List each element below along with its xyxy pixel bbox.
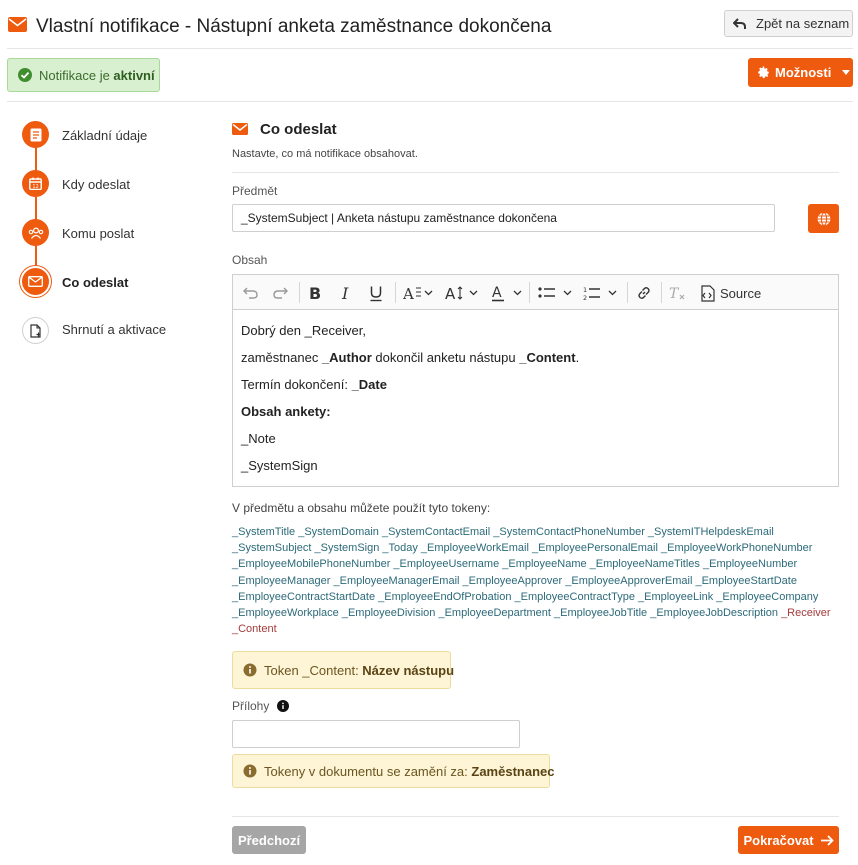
step-2-label[interactable]: Kdy odeslat xyxy=(62,177,130,192)
calendar-icon xyxy=(29,177,42,190)
editor-paragraph xyxy=(241,404,331,419)
envelope-icon xyxy=(8,17,27,32)
document-icon xyxy=(30,128,42,142)
step-1-label[interactable]: Základní údaje xyxy=(62,128,148,143)
tokens-list xyxy=(232,524,844,637)
envelope-icon xyxy=(232,123,248,135)
font-family-icon[interactable] xyxy=(403,282,433,304)
alert-content-prefix: Token _Content: xyxy=(264,662,363,678)
token-group: _EmployeeContractStartDate _EmployeeEndOfProbation _EmployeeContractType _EmployeeLink _EmployeeCompany xyxy=(232,590,819,603)
link-icon[interactable] xyxy=(636,282,652,304)
svg-text:2: 2 xyxy=(583,294,588,301)
editor-text-run: Termín dokončení: xyxy=(241,377,352,392)
editor-text-run: _Date xyxy=(351,377,387,392)
svg-text:A: A xyxy=(445,285,456,301)
source-code-icon xyxy=(699,285,715,302)
divider xyxy=(7,48,853,49)
page-title: Vlastní notifikace - Nástupní anketa zaměstnance dokončena xyxy=(36,16,552,37)
toolbar-separator xyxy=(529,282,530,303)
token-highlighted: _Content xyxy=(232,623,277,636)
undo-icon[interactable] xyxy=(243,282,259,304)
token-highlighted: _Receiver xyxy=(781,607,831,620)
step-5-label[interactable]: Shrnutí a aktivace xyxy=(62,322,167,337)
token-content-alert xyxy=(232,651,455,689)
font-size-icon[interactable] xyxy=(445,282,479,304)
svg-text:T: T xyxy=(669,286,679,301)
toolbar-separator xyxy=(299,282,300,303)
status-prefix: Notifikace je xyxy=(39,67,114,83)
content-label: Obsah xyxy=(232,253,268,267)
continue-button[interactable] xyxy=(738,826,839,854)
toolbar-separator xyxy=(395,282,396,303)
previous-button[interactable]: Předchozí xyxy=(232,826,306,854)
step-3-recipients[interactable] xyxy=(22,219,49,246)
back-to-list-button[interactable] xyxy=(724,10,853,37)
underline-icon[interactable] xyxy=(369,282,383,304)
toolbar-separator xyxy=(661,282,662,303)
editor-text-run: _Author xyxy=(321,350,372,365)
divider xyxy=(232,816,839,817)
check-circle-icon xyxy=(18,68,32,82)
step-4-content[interactable] xyxy=(22,268,49,295)
numbered-list-icon[interactable] xyxy=(583,282,619,304)
arrow-right-icon xyxy=(821,835,834,846)
info-icon[interactable] xyxy=(277,700,289,712)
editor-text-run: zaměstnanec xyxy=(241,350,322,365)
editor-paragraph xyxy=(241,377,387,392)
token-group: _EmployeeManager _EmployeeManagerEmail _EmployeeApprover _EmployeeApproverEmail _EmployeeStartDate xyxy=(232,574,797,587)
subject-input[interactable]: _SystemSubject | Anketa nástupu zaměstnance dokončena xyxy=(232,204,775,232)
font-color-icon[interactable] xyxy=(491,282,525,304)
editor-paragraph xyxy=(241,431,276,446)
editor-paragraph xyxy=(241,323,366,338)
gear-icon xyxy=(757,66,770,79)
editor-text-run: _Note xyxy=(241,431,276,446)
svg-text:A: A xyxy=(403,285,414,301)
italic-icon[interactable] xyxy=(340,282,352,304)
rich-text-editor[interactable] xyxy=(232,274,839,487)
options-label: Možnosti xyxy=(775,65,832,80)
bulleted-list-icon[interactable] xyxy=(538,282,574,304)
source-label: Source xyxy=(720,285,762,301)
tokens-line xyxy=(232,621,844,637)
file-add-icon xyxy=(30,324,42,338)
subject-label: Předmět xyxy=(232,184,278,198)
divider xyxy=(7,101,853,102)
attachments-label-row xyxy=(232,699,289,713)
token-group: _SystemTitle _SystemDomain _SystemContactEmail _SystemContactPhoneNumber _SystemITHelpdeskEmail xyxy=(232,526,774,538)
svg-text:B: B xyxy=(309,285,322,301)
tokens-line xyxy=(232,524,844,540)
svg-text:I: I xyxy=(342,285,349,301)
envelope-icon xyxy=(28,276,43,287)
tokens-line xyxy=(232,540,844,556)
toolbar-separator xyxy=(627,282,628,303)
alert-content-value: Název nástupu xyxy=(362,662,455,678)
back-arrow-icon xyxy=(733,18,747,30)
tokens-line xyxy=(232,605,844,621)
editor-text-run: Obsah ankety: xyxy=(241,404,331,419)
step-3-label[interactable]: Komu poslat xyxy=(62,226,135,241)
token-group: _EmployeeMobilePhoneNumber _EmployeeUsername _EmployeeName _EmployeeNameTitles _EmployeeNumber xyxy=(232,558,798,571)
token-group: _EmployeeWorkplace _EmployeeDivision _EmployeeDepartment _EmployeeJobTitle _EmployeeJobDescription xyxy=(232,607,782,620)
editor-text-run: Dobrý den _Receiver, xyxy=(241,323,367,338)
attachments-label: Přílohy xyxy=(232,699,270,713)
caret-down-icon xyxy=(842,70,850,75)
svg-text:12: 12 xyxy=(32,184,39,190)
editor-text-run: dokončil anketu nástupu xyxy=(371,350,520,365)
step-4-label[interactable]: Co odeslat xyxy=(62,275,129,290)
tokens-line xyxy=(232,556,844,572)
status-value: aktivní xyxy=(113,67,155,83)
divider xyxy=(232,172,839,173)
info-circle-icon xyxy=(243,764,257,778)
section-title: Co odeslat xyxy=(260,121,337,138)
globe-icon xyxy=(817,212,831,226)
editor-text-run: _Content xyxy=(519,350,576,365)
language-button[interactable] xyxy=(808,204,839,233)
editor-text-run: _SystemSign xyxy=(241,458,318,473)
bold-icon[interactable] xyxy=(308,282,322,304)
tokens-line xyxy=(232,573,844,589)
alert-doc-value: Zaměstnanec xyxy=(471,763,555,779)
svg-text:1: 1 xyxy=(583,286,588,294)
options-dropdown-button[interactable] xyxy=(748,58,853,87)
users-icon xyxy=(28,227,44,239)
editor-paragraph xyxy=(241,458,318,473)
section-description: Nastavte, co má notifikace obsahovat. xyxy=(232,148,418,160)
document-tokens-alert xyxy=(232,754,555,788)
token-group: _SystemSubject _SystemSign _Today _EmployeeWorkEmail _EmployeePersonalEmail _EmployeeWorkPhoneNumber xyxy=(232,542,813,555)
attachments-input[interactable] xyxy=(232,720,520,748)
editor-text-run: . xyxy=(575,350,580,365)
editor-paragraph xyxy=(241,350,579,365)
tokens-line xyxy=(232,589,844,605)
svg-text:A: A xyxy=(492,284,502,301)
alert-doc-prefix: Tokeny v dokumentu se zamění za: xyxy=(264,763,472,779)
info-circle-icon xyxy=(243,663,257,677)
back-to-list-label: Zpět na seznam xyxy=(756,16,850,31)
redo-icon[interactable] xyxy=(272,282,288,304)
step-2-when-send[interactable] xyxy=(22,170,49,197)
step-5-summary[interactable] xyxy=(22,317,49,344)
source-button[interactable] xyxy=(699,282,761,304)
step-1-basic-info[interactable] xyxy=(22,121,49,148)
tokens-intro: V předmětu a obsahu můžete použít tyto tokeny: xyxy=(232,501,491,515)
editor-toolbar xyxy=(233,275,838,310)
continue-label: Pokračovat xyxy=(743,832,814,848)
remove-format-icon[interactable] xyxy=(669,282,687,304)
status-badge xyxy=(7,58,160,92)
